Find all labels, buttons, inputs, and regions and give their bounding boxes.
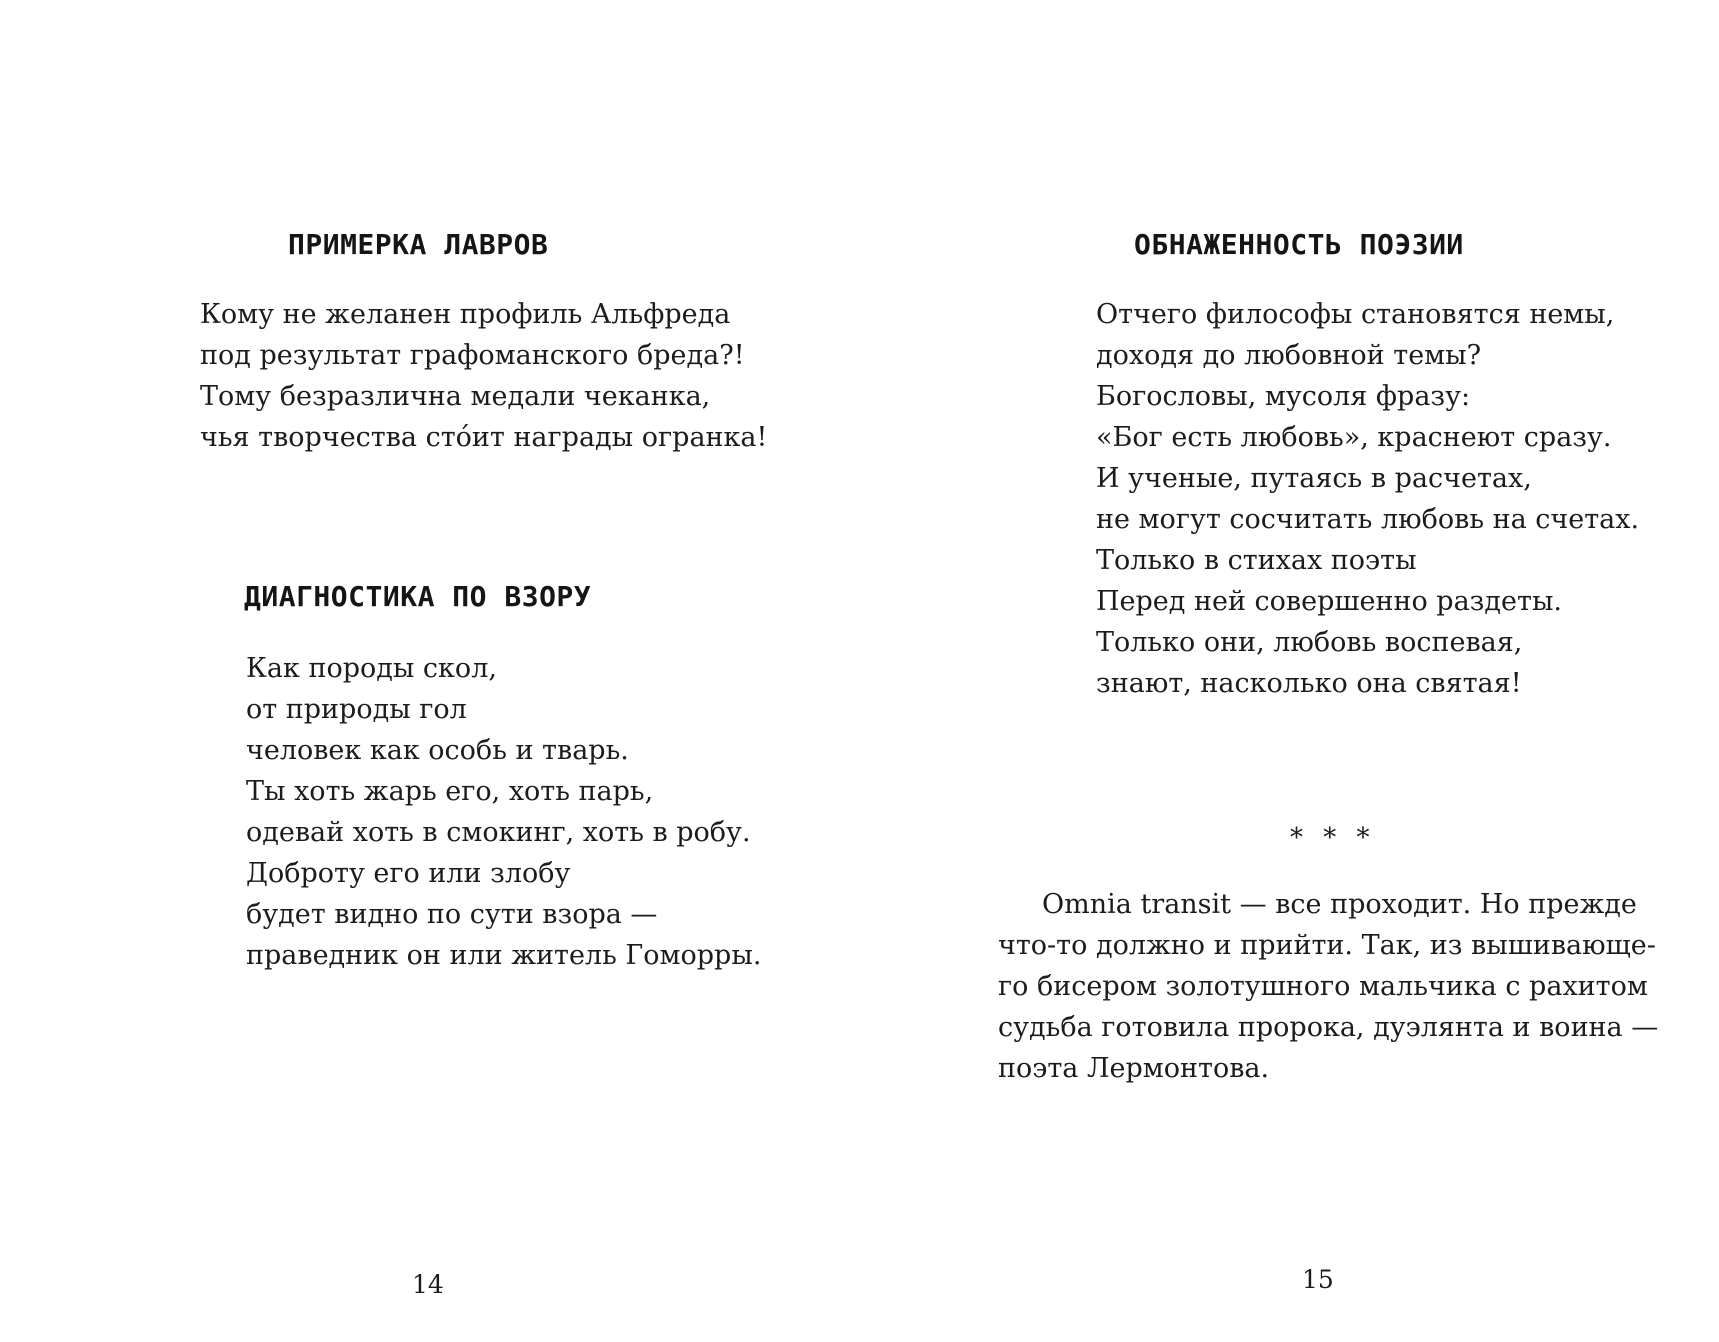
page-number: 15	[1302, 1265, 1334, 1294]
prose-line: го бисером золотушного мальчика с рахитом	[998, 971, 1648, 1002]
right-page	[860, 0, 1719, 1342]
poem-obnazhennost-poezii	[1096, 294, 1639, 704]
prose-line: судьба готовила пророка, дуэлянта и воина —	[998, 1012, 1659, 1043]
poem-line: Тому безразлична медали чеканка,	[200, 381, 711, 412]
poem-line: праведник он или житель Гоморры.	[246, 940, 762, 971]
poem-line: одевай хоть в смокинг, хоть в робу.	[246, 817, 751, 848]
poem-line: будет видно по сути взора —	[246, 899, 658, 930]
prose-line: Omnia transit — все проходит. Но прежде	[1042, 889, 1637, 920]
prose-line: что-то должно и прийти. Так, из вышивающе-	[998, 930, 1656, 961]
page-number: 14	[412, 1270, 444, 1299]
poem-line: Ты хоть жарь его, хоть парь,	[246, 776, 654, 807]
poem-line: чья творчества сто́ит награды огранка!	[200, 422, 768, 453]
prose-paragraph	[998, 884, 1659, 1089]
poem-line: Доброту его или злобу	[246, 858, 571, 889]
poem-line: Только они, любовь воспевая,	[1096, 627, 1523, 658]
poem-primerka-lavrov	[200, 294, 767, 458]
poem-line: Богословы, мусоля фразу:	[1096, 381, 1471, 412]
poem-line: Отчего философы становятся немы,	[1096, 299, 1615, 330]
poem-diagnostika-po-vzoru	[246, 648, 761, 976]
prose-line: поэта Лермонтова.	[998, 1053, 1270, 1084]
poem-line: Только в стихах поэты	[1096, 545, 1417, 576]
poem-line: от природы гол	[246, 694, 467, 725]
section-separator: * * *	[1290, 823, 1376, 853]
poem-line: под результат графоманского бреда?!	[200, 340, 745, 371]
poem-line: И ученые, путаясь в расчетах,	[1096, 463, 1532, 494]
poem-line: доходя до любовной темы?	[1096, 340, 1482, 371]
poem-line: человек как особь и тварь.	[246, 735, 629, 766]
poem-line: не могут сосчитать любовь на счетах.	[1096, 504, 1640, 535]
poem-line: «Бог есть любовь», краснеют сразу.	[1096, 422, 1612, 453]
poem-line: Как породы скол,	[246, 653, 497, 684]
poem-line: Кому не желанен профиль Альфреда	[200, 299, 731, 330]
poem-title-primerka-lavrov: ПРИМЕРКА ЛАВРОВ	[288, 228, 549, 261]
poem-line: знают, насколько она святая!	[1096, 668, 1522, 699]
poem-title-diagnostika-po-vzoru: ДИАГНОСТИКА ПО ВЗОРУ	[244, 580, 592, 613]
poem-line: Перед ней совершенно раздеты.	[1096, 586, 1563, 617]
poem-title-obnazhennost-poezii: ОБНАЖЕННОСТЬ ПОЭЗИИ	[1134, 228, 1464, 261]
